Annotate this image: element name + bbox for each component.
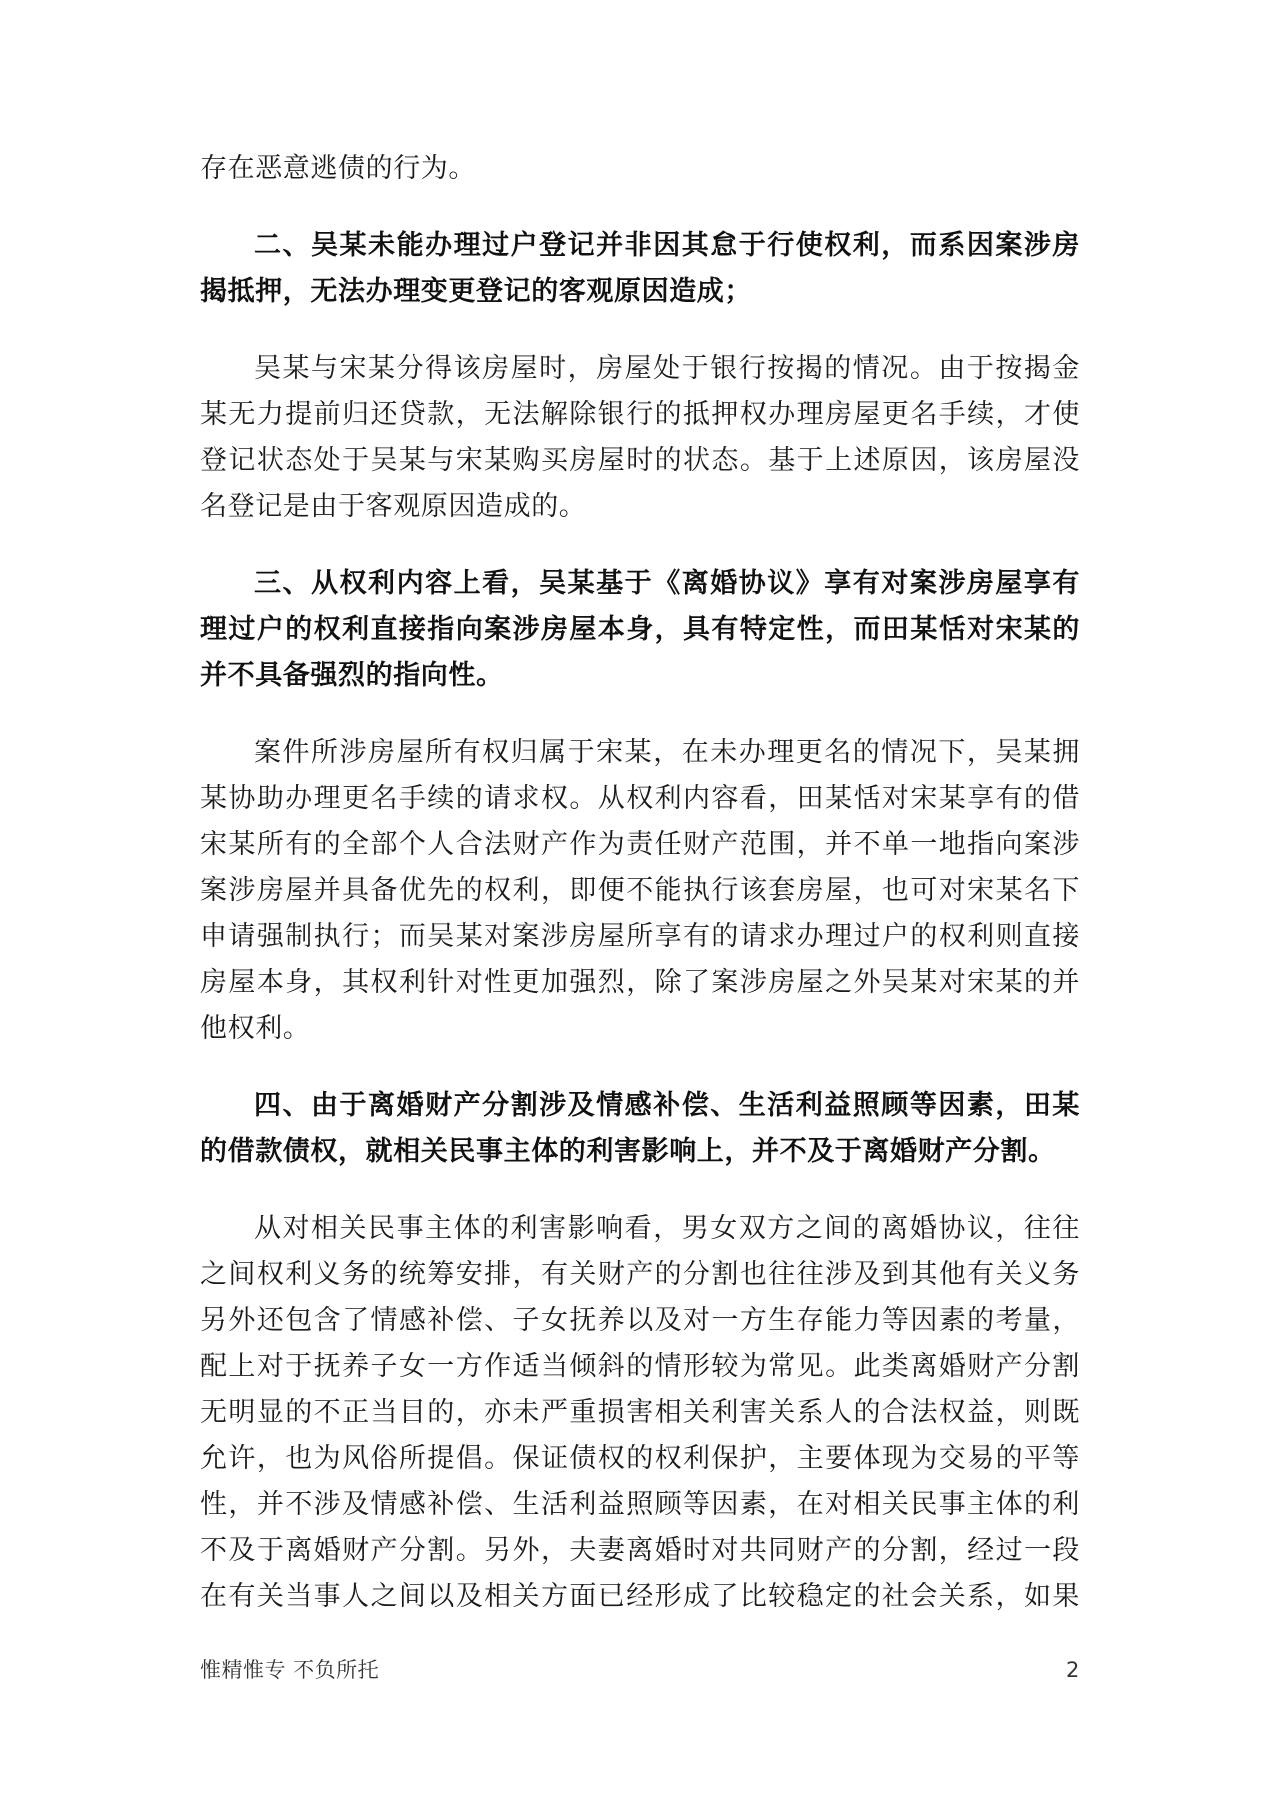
text-line: 另外还包含了情感补偿、子女抚养以及对一方生存能力等因素的考量， (200, 1305, 1080, 1336)
text-line: 从对相关民事主体的利害影响看，男女双方之间的离婚协议，往往 (254, 1213, 1080, 1244)
paragraph-section-3 (200, 730, 1080, 1052)
heading-section-3 (200, 561, 1080, 699)
text-line: 某协助办理更名手续的请求权。从权利内容看，田某恬对宋某享有的借 (200, 783, 1080, 814)
text-line: 四、由于离婚财产分割涉及情感补偿、生活利益照顾等因素，田某 (254, 1090, 1080, 1121)
heading-section-2 (200, 223, 1080, 315)
text-line: 无明显的不正当目的，亦未严重损害相关利害关系人的合法权益，则既 (200, 1397, 1080, 1428)
footer-motto: 惟精惟专 不负所托 (200, 1658, 380, 1682)
heading-section-4 (200, 1083, 1080, 1175)
text-line: 案件所涉房屋所有权归属于宋某，在未办理更名的情况下，吴某拥 (254, 737, 1080, 768)
text-line: 揭抵押，无法办理变更登记的客观原因造成； (200, 276, 752, 307)
text-line: 宋某所有的全部个人合法财产作为责任财产范围，并不单一地指向案涉 (200, 829, 1080, 860)
text-line: 名登记是由于客观原因造成的。 (200, 491, 587, 522)
text-line: 允许，也为风俗所提倡。保证债权的权利保护，主要体现为交易的平等 (200, 1443, 1080, 1474)
text-line: 理过户的权利直接指向案涉房屋本身，具有特定性，而田某恬对宋某的 (200, 614, 1080, 645)
text-line: 之间权利义务的统筹安排，有关财产的分割也往往涉及到其他有关义务 (200, 1259, 1080, 1290)
text-line: 三、从权利内容上看，吴某基于《离婚协议》享有对案涉房屋享有 (254, 568, 1080, 599)
paragraph-continuation (200, 146, 1080, 192)
paragraph-section-2 (200, 346, 1080, 530)
text-line: 某无力提前归还贷款，无法解除银行的抵押权办理房屋更名手续，才使 (200, 399, 1080, 430)
page-number: 2 (1066, 1658, 1080, 1682)
text-line: 案涉房屋并具备优先的权利，即便不能执行该套房屋，也可对宋某名下 (200, 875, 1080, 906)
text-line: 不及于离婚财产分割。另外，夫妻离婚时对共同财产的分割，经过一段 (200, 1535, 1080, 1566)
text-line: 吴某与宋某分得该房屋时，房屋处于银行按揭的情况。由于按揭金 (254, 353, 1080, 384)
paragraph-section-4 (200, 1206, 1080, 1620)
text-line: 并不具备强烈的指向性。 (200, 660, 504, 691)
text-line: 在有关当事人之间以及相关方面已经形成了比较稳定的社会关系，如果 (200, 1581, 1080, 1612)
text-line: 房屋本身，其权利针对性更加强烈，除了案涉房屋之外吴某对宋某的并 (200, 967, 1080, 998)
text-line: 存在恶意逃债的行为。 (200, 153, 476, 184)
text-line: 的借款债权，就相关民事主体的利害影响上，并不及于离婚财产分割。 (200, 1136, 1056, 1167)
text-line: 配上对于抚养子女一方作适当倾斜的情形较为常见。此类离婚财产分割 (200, 1351, 1080, 1382)
text-line: 二、吴某未能办理过户登记并非因其怠于行使权利，而系因案涉房 (254, 230, 1080, 261)
text-line: 性，并不涉及情感补偿、生活利益照顾等因素，在对相关民事主体的利 (200, 1489, 1080, 1520)
document-body (200, 146, 1080, 1620)
text-line: 登记状态处于吴某与宋某购买房屋时的状态。基于上述原因，该房屋没 (200, 445, 1080, 476)
text-line: 申请强制执行；而吴某对案涉房屋所享有的请求办理过户的权利则直接 (200, 921, 1080, 952)
text-line: 他权利。 (200, 1013, 311, 1044)
